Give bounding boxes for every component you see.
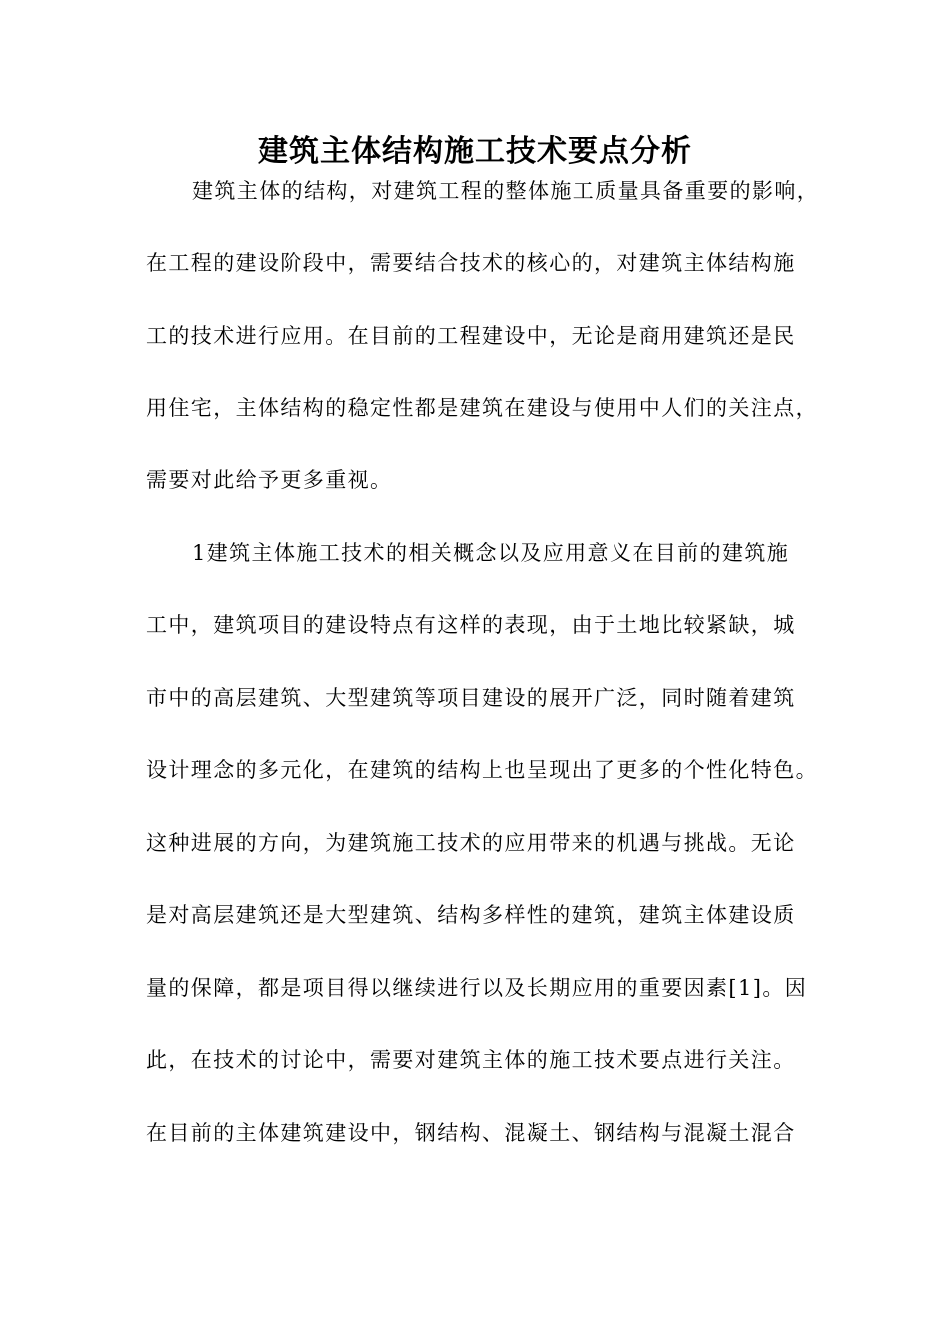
paragraph-line: 量的保障，都是项目得以继续进行以及长期应用的重要因素[1]。因 <box>146 976 808 1000</box>
paragraph-line: 工中，建筑项目的建设特点有这样的表现，由于土地比较紧缺，城 <box>146 613 796 637</box>
paragraph-line: 工的技术进行应用。在目前的工程建设中，无论是商用建筑还是民 <box>146 324 796 348</box>
paragraph-line: 此，在技术的讨论中，需要对建筑主体的施工技术要点进行关注。 <box>146 1048 796 1072</box>
paragraph-line: 设计理念的多元化，在建筑的结构上也呈现出了更多的个性化特色。 <box>146 758 818 782</box>
paragraph-line: 是对高层建筑还是大型建筑、结构多样性的建筑，建筑主体建设质 <box>146 903 796 927</box>
paragraph-line: 需要对此给予更多重视。 <box>146 468 393 492</box>
paragraph-line: 建筑主体的结构，对建筑工程的整体施工质量具备重要的影响， <box>192 179 820 203</box>
paragraph-line: 市中的高层建筑、大型建筑等项目建设的展开广泛，同时随着建筑 <box>146 686 796 710</box>
page-title: 建筑主体结构施工技术要点分析 <box>258 134 692 169</box>
paragraph-line: 用住宅，主体结构的稳定性都是建筑在建设与使用中人们的关注点， <box>146 396 818 420</box>
paragraph-line: 这种进展的方向，为建筑施工技术的应用带来的机遇与挑战。无论 <box>146 831 796 855</box>
paragraph-line: 1建筑主体施工技术的相关概念以及应用意义在目前的建筑施 <box>192 541 790 565</box>
paragraph-line: 在工程的建设阶段中，需要结合技术的核心的，对建筑主体结构施 <box>146 251 796 275</box>
paragraph-line: 在目前的主体建筑建设中，钢结构、混凝土、钢结构与混凝土混合 <box>146 1121 796 1145</box>
